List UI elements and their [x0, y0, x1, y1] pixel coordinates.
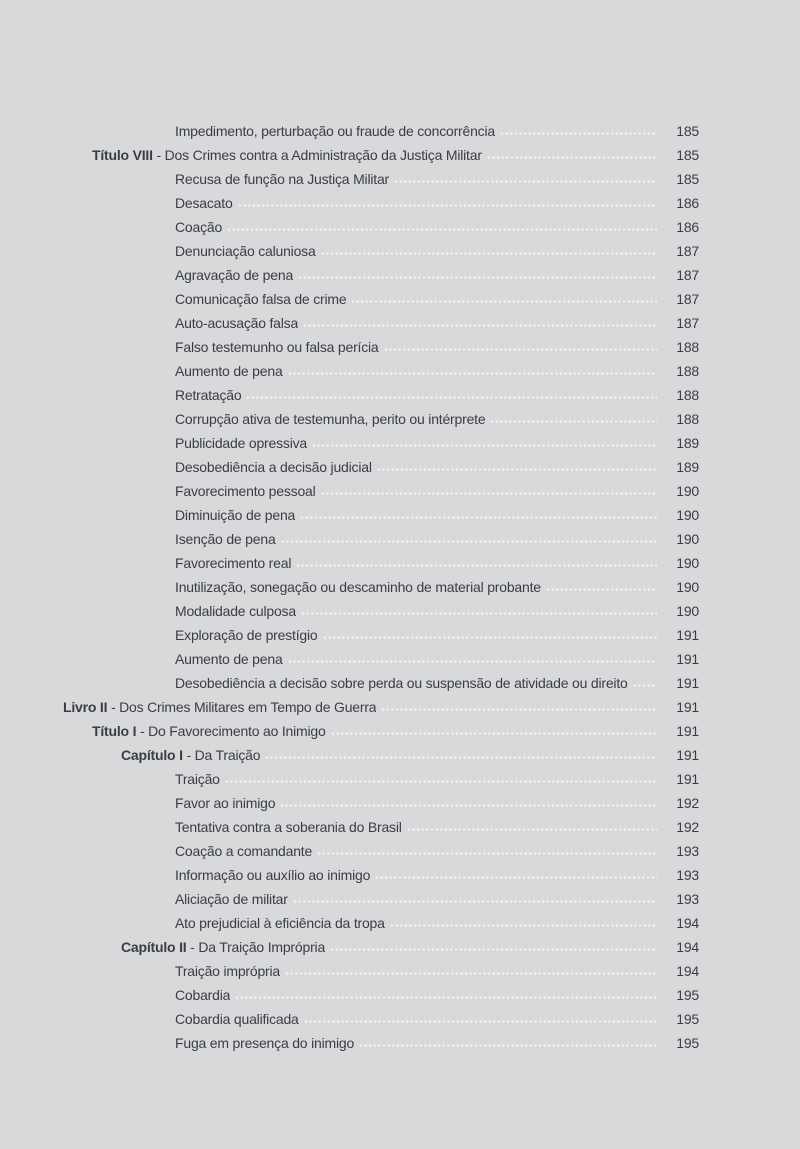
toc-entry — [0, 671, 699, 695]
page-number: 186 — [676, 195, 699, 211]
section-label: Título I — [92, 723, 137, 739]
dot-leader — [487, 155, 657, 160]
entry-title: Dos Crimes Militares em Tempo de Guerra — [119, 699, 377, 715]
page-number: 191 — [676, 627, 699, 643]
dot-leader — [300, 515, 657, 520]
page-number: 191 — [676, 699, 699, 715]
toc-entry — [0, 263, 699, 287]
page-number: 193 — [676, 843, 699, 859]
entry-title: Tentativa contra a soberania do Brasil — [175, 819, 402, 835]
dot-leader — [281, 539, 657, 544]
entry-title: Isenção de pena — [175, 531, 276, 547]
entry-title: Falso testemunho ou falsa perícia — [175, 339, 379, 355]
page-number: 194 — [676, 939, 699, 955]
label-separator: - — [136, 723, 149, 739]
entry-title: Traição — [175, 771, 220, 787]
page-number: 188 — [676, 387, 699, 403]
dot-leader — [330, 947, 657, 952]
dot-leader — [390, 923, 657, 928]
dot-leader — [407, 827, 657, 832]
toc-entry — [0, 119, 699, 143]
entry-title: Ato prejudicial à eficiência da tropa — [175, 915, 385, 931]
dot-leader — [323, 635, 658, 640]
page-number: 187 — [676, 291, 699, 307]
page-number: 187 — [676, 267, 699, 283]
dot-leader — [351, 299, 657, 304]
dot-leader — [359, 1043, 657, 1048]
dot-leader — [384, 347, 657, 352]
page-number: 185 — [676, 171, 699, 187]
page-number: 187 — [676, 243, 699, 259]
page-number: 187 — [676, 315, 699, 331]
page-number: 190 — [676, 603, 699, 619]
entry-title: Publicidade opressiva — [175, 435, 307, 451]
toc-entry — [0, 719, 699, 743]
section-label: Capítulo I — [121, 747, 183, 763]
entry-title: Retratação — [175, 387, 242, 403]
page-number: 191 — [676, 771, 699, 787]
dot-leader — [225, 779, 657, 784]
entry-title: Recusa de função na Justiça Militar — [175, 171, 389, 187]
entry-title: Denunciação caluniosa — [175, 243, 316, 259]
page-number: 189 — [676, 459, 699, 475]
entry-title: Fuga em presença do inimigo — [175, 1035, 355, 1051]
toc-entry — [0, 239, 699, 263]
toc-entry — [0, 911, 699, 935]
dot-leader — [296, 563, 657, 568]
dot-leader — [633, 683, 657, 688]
entry-title: Aumento de pena — [175, 363, 283, 379]
label-separator: - — [186, 939, 199, 955]
entry-title: Agravação de pena — [175, 267, 294, 283]
toc-entry — [0, 1031, 699, 1055]
toc-entry — [0, 623, 699, 647]
entry-title: Coação a comandante — [175, 843, 313, 859]
dot-leader — [280, 803, 657, 808]
page-number: 195 — [676, 987, 699, 1003]
entry-title: Exploração de prestígio — [175, 627, 318, 643]
toc-entry — [0, 143, 699, 167]
toc-entry — [0, 863, 699, 887]
toc-entry — [0, 215, 699, 239]
entry-title: Da Traição — [194, 747, 261, 763]
dot-leader — [317, 851, 657, 856]
entry-title: Impedimento, perturbação ou fraude de concorrência — [175, 123, 495, 139]
toc-entry — [0, 479, 699, 503]
page-number: 190 — [676, 555, 699, 571]
label-separator: - — [152, 147, 165, 163]
dot-leader — [490, 419, 657, 424]
page-number: 192 — [676, 819, 699, 835]
toc-entry — [0, 887, 699, 911]
entry-title: Da Traição Imprópria — [198, 939, 326, 955]
page-number: 188 — [676, 363, 699, 379]
page-number: 188 — [676, 339, 699, 355]
page-number: 191 — [676, 723, 699, 739]
toc-entry — [0, 407, 699, 431]
entry-title: Auto-acusação falsa — [175, 315, 299, 331]
toc-entry — [0, 431, 699, 455]
toc-entry — [0, 383, 699, 407]
dot-leader — [331, 731, 657, 736]
page-number: 185 — [676, 123, 699, 139]
page-number: 191 — [676, 747, 699, 763]
dot-leader — [298, 275, 657, 280]
entry-title: Comunicação falsa de crime — [175, 291, 347, 307]
page-number: 188 — [676, 411, 699, 427]
dot-leader — [312, 443, 657, 448]
toc-entry — [0, 359, 699, 383]
dot-leader — [265, 755, 657, 760]
toc-entry — [0, 167, 699, 191]
toc-entry — [0, 575, 699, 599]
section-label: Capítulo II — [121, 939, 187, 955]
dot-leader — [301, 611, 657, 616]
page-number: 189 — [676, 435, 699, 451]
label-separator: - — [107, 699, 120, 715]
entry-title: Do Favorecimento ao Inimigo — [148, 723, 326, 739]
dot-leader — [321, 491, 657, 496]
dot-leader — [321, 251, 657, 256]
page-number: 190 — [676, 483, 699, 499]
entry-title: Diminuição de pena — [175, 507, 296, 523]
page-number: 195 — [676, 1011, 699, 1027]
entry-title: Aumento de pena — [175, 651, 283, 667]
dot-leader — [288, 659, 657, 664]
dot-leader — [394, 179, 657, 184]
toc-entry — [0, 791, 699, 815]
entry-title: Modalidade culposa — [175, 603, 296, 619]
dot-leader — [375, 875, 657, 880]
page-number: 194 — [676, 915, 699, 931]
dot-leader — [246, 395, 657, 400]
page-number: 195 — [676, 1035, 699, 1051]
dot-leader — [288, 371, 657, 376]
entry-title: Cobardia — [175, 987, 231, 1003]
dot-leader — [293, 899, 657, 904]
entry-title: Traição imprópria — [175, 963, 281, 979]
dot-leader — [500, 131, 657, 136]
dot-leader — [238, 203, 657, 208]
toc-entry — [0, 455, 699, 479]
dot-leader — [377, 467, 657, 472]
dot-leader — [227, 227, 657, 232]
page-number: 190 — [676, 579, 699, 595]
toc-entry — [0, 1007, 699, 1031]
toc-entry — [0, 599, 699, 623]
dot-leader — [381, 707, 657, 712]
toc-entry — [0, 839, 699, 863]
entry-title: Favorecimento pessoal — [175, 483, 316, 499]
toc-entry — [0, 287, 699, 311]
entry-title: Coação — [175, 219, 223, 235]
toc-entry — [0, 335, 699, 359]
page-number: 190 — [676, 531, 699, 547]
page-number: 192 — [676, 795, 699, 811]
entry-title: Inutilização, sonegação ou descaminho de material probante — [175, 579, 541, 595]
toc-entry — [0, 647, 699, 671]
page-number: 185 — [676, 147, 699, 163]
toc-entry — [0, 503, 699, 527]
section-label: Livro II — [63, 699, 108, 715]
toc-entry — [0, 815, 699, 839]
entry-title: Dos Crimes contra a Administração da Justiça Militar — [164, 147, 482, 163]
dot-leader — [285, 971, 657, 976]
entry-title: Desobediência a decisão sobre perda ou suspensão de atividade ou direito — [175, 675, 628, 691]
toc-entry — [0, 311, 699, 335]
label-separator: - — [182, 747, 195, 763]
toc-entry — [0, 695, 699, 719]
toc-entry — [0, 743, 699, 767]
page-number: 191 — [676, 675, 699, 691]
page-number: 194 — [676, 963, 699, 979]
page-number: 186 — [676, 219, 699, 235]
toc-entry — [0, 959, 699, 983]
page-number: 191 — [676, 651, 699, 667]
entry-title: Desacato — [175, 195, 233, 211]
toc-entry — [0, 935, 699, 959]
entry-title: Desobediência a decisão judicial — [175, 459, 372, 475]
page-number: 190 — [676, 507, 699, 523]
entry-title: Favorecimento real — [175, 555, 292, 571]
entry-title: Corrupção ativa de testemunha, perito ou intérprete — [175, 411, 486, 427]
page-number: 193 — [676, 867, 699, 883]
toc-entry — [0, 551, 699, 575]
entry-title: Aliciação de militar — [175, 891, 288, 907]
toc-entry — [0, 527, 699, 551]
entry-title: Informação ou auxílio ao inimigo — [175, 867, 371, 883]
dot-leader — [546, 587, 657, 592]
dot-leader — [303, 323, 657, 328]
entry-title: Favor ao inimigo — [175, 795, 276, 811]
toc-entry — [0, 983, 699, 1007]
page-number: 193 — [676, 891, 699, 907]
toc-entry — [0, 767, 699, 791]
dot-leader — [304, 1019, 657, 1024]
toc-entry — [0, 191, 699, 215]
dot-leader — [235, 995, 657, 1000]
section-label: Título VIII — [92, 147, 153, 163]
entry-title: Cobardia qualificada — [175, 1011, 299, 1027]
